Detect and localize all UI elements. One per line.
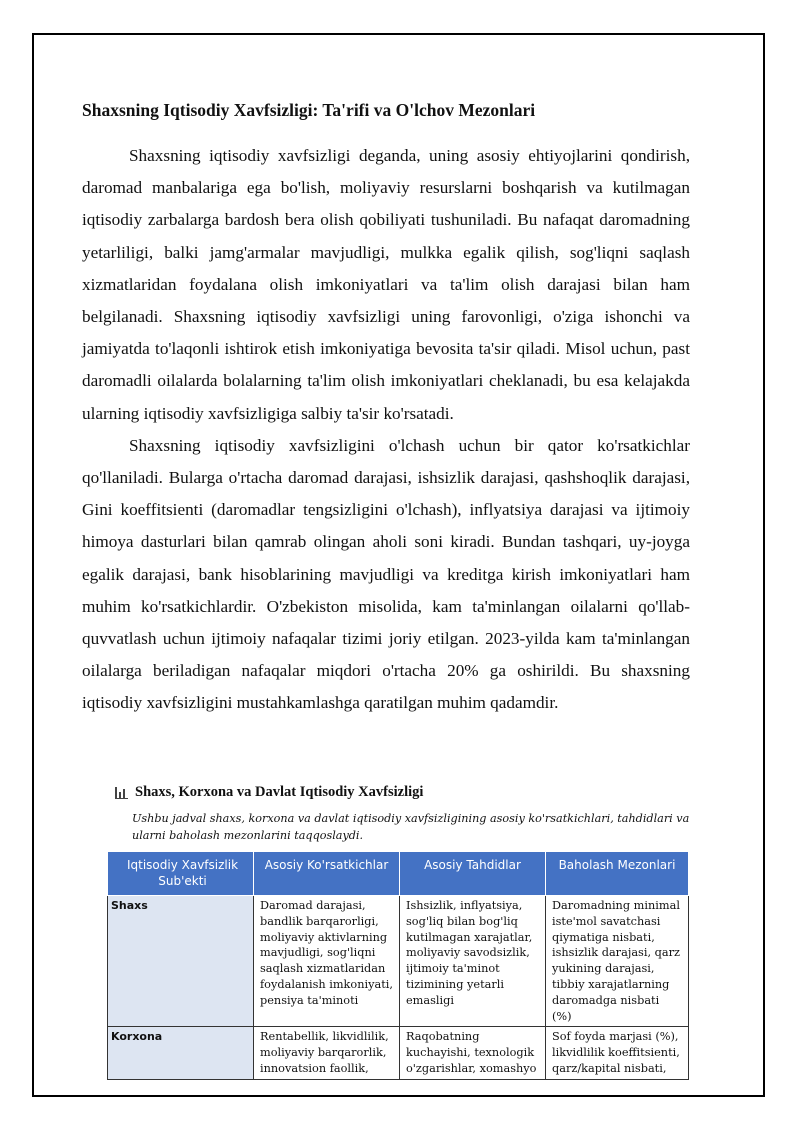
table-title-row [115, 782, 695, 802]
bar-chart-icon [115, 786, 129, 799]
column-header-indicators: Asosiy Ko'rsatkichlar [254, 852, 400, 896]
column-header-threats: Asosiy Tahdidlar [400, 852, 546, 896]
table-row [108, 1027, 689, 1079]
column-header-subject: Iqtisodiy Xavfsizlik Sub'ekti [108, 852, 254, 896]
paragraph-1: Shaxsning iqtisodiy xavfsizligi deganda, uning asosiy ehtiyojlarini qondirish, daromad manbalariga ega bo'lish, moliyaviy resurslarni boshqarish va kutilmagan iqtisodiy zarbalarga bardosh bera olish qobiliyati tushuniladi. Bu nafaqat daromadning yetarliligi, balki jamg'armalar mavjudligi, mulkka egalik qilish, sog'liqni saqlash xizmatlaridan foydalana olish imkoniyatlari va ta'lim olish darajasi bilan ham belgilanadi. Shaxsning iqtisodiy xavfsizligi uning farovonligi, o'ziga ishonchi va jamiyatda to'laqonli ishtirok etish imkoniyatiga bevosita ta'sir qiladi. Misol uchun, past daromadli oilalarda bolalarning ta'lim olish imkoniyatlari cheklanadi, bu esa kelajakda ularning iqtisodiy xavfsizligiga salbiy ta'sir ko'rsatadi. [82, 146, 690, 423]
comparison-table-block [111, 782, 695, 1080]
section-heading: Shaxsning Iqtisodiy Xavfsizligi: Ta'rifi va O'lchov Mezonlari [82, 100, 536, 120]
indicators-cell: Rentabellik, likvidlilik, moliyaviy barqarorlik, innovatsion faollik, [254, 1027, 400, 1079]
document-body [82, 98, 690, 720]
column-header-criteria: Baholash Mezonlari [546, 852, 689, 896]
paragraph-2: Shaxsning iqtisodiy xavfsizligini o'lchash uchun bir qator ko'rsatkichlar qo'llaniladi. Bularga o'rtacha daromad darajasi, ishsizlik darajasi, qashshoqlik darajasi, Gini koeffitsienti (daromadlar tengsizligini o'lchash), inflyatsiya darajasi va ijtimoiy himoya dasturlari bilan qamrab olingan aholi soni kiradi. Bundan tashqari, uy-joyga egalik darajasi, bank hisoblarining mavjudligi va kreditga kirish imkoniyatlari ham muhim ko'rsatkichlardir. O'zbekiston misolida, kam ta'minlangan oilalarni qo'llab-quvvatlash uchun ijtimoiy nafaqalar tizimi joriy etilgan. 2023-yilda kam ta'minlangan oilalarga beriladigan nafaqalar miqdori o'rtacha 20% ga oshirildi. Bu shaxsning iqtisodiy xavfsizligini mustahkamlashga qaratilgan muhim qadamdir. [82, 435, 690, 713]
indicators-cell: Daromad darajasi, bandlik barqarorligi, moliyaviy aktivlarning mavjudligi, sog'liqni saqlash xizmatlaridan foydalanish imkoniyati, pensiya ta'minoti [254, 896, 400, 1027]
threats-cell: Raqobatning kuchayishi, texnologik o'zgarishlar, xomashyo [400, 1027, 546, 1079]
criteria-cell: Sof foyda marjasi (%), likvidlilik koeffitsienti, qarz/kapital nisbati, [546, 1027, 689, 1079]
table-caption: Ushbu jadval shaxs, korxona va davlat iqtisodiy xavfsizligining asosiy ko'rsatkichlari, tahdidlari va ularni baholash mezonlarini taqqoslaydi. [132, 812, 690, 842]
table-title: Shaxs, Korxona va Davlat Iqtisodiy Xavfsizligi [135, 783, 424, 800]
row-subject-cell: Korxona [108, 1027, 254, 1079]
criteria-cell: Daromadning minimal iste'mol savatchasi qiymatiga nisbati, ishsizlik darajasi, qarz yukining darajasi, tibbiy xarajatlarning daromadga nisbati (%) [546, 896, 689, 1027]
row-subject-cell: Shaxs [108, 896, 254, 1027]
threats-cell: Ishsizlik, inflyatsiya, sog'liq bilan bog'liq kutilmagan xarajatlar, moliyaviy savodsizlik, ijtimoiy ta'minot tizimining yetarli emasligi [400, 896, 546, 1027]
table-row [108, 896, 689, 1027]
table-header-row [108, 852, 689, 896]
comparison-table [107, 851, 689, 1080]
